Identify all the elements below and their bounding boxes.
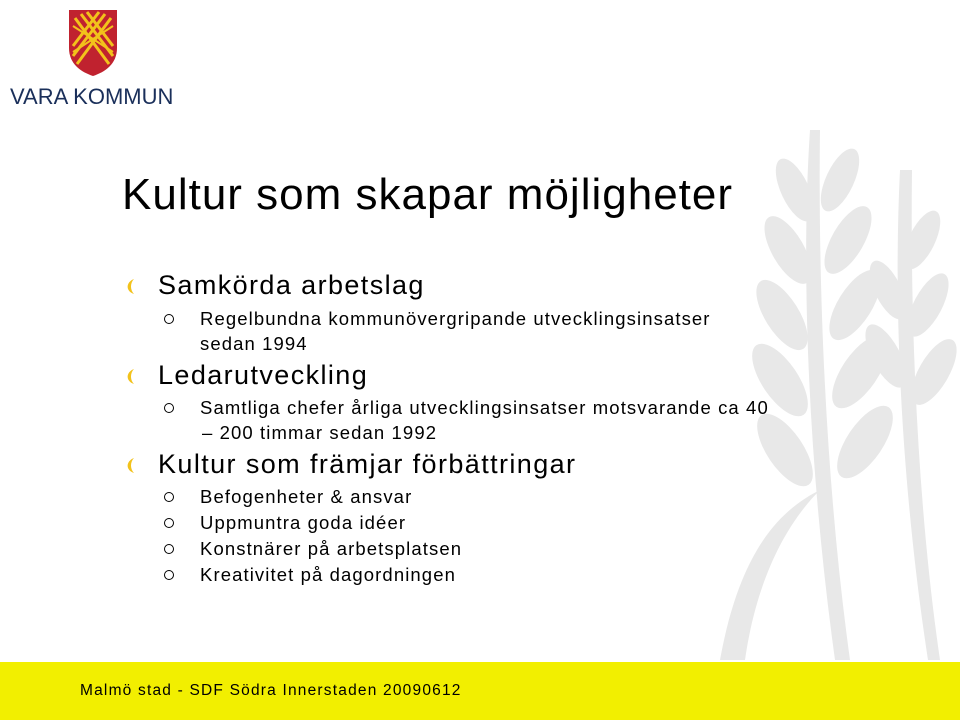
section-heading-3: Kultur som främjar förbättringar	[158, 449, 577, 479]
section-3-item-4: Kreativitet på dagordningen	[200, 564, 456, 585]
section-1-item-1	[200, 306, 711, 356]
section-3-item-3: Konstnärer på arbetsplatsen	[200, 538, 463, 559]
vara-kommun-logo	[10, 8, 175, 113]
sub-bullet-icon	[164, 544, 174, 554]
section-heading-2: Ledarutveckling	[158, 360, 369, 390]
section-heading-1: Samkörda arbetslag	[158, 270, 425, 300]
section-3-item-1: Befogenheter & ansvar	[200, 486, 413, 507]
sub-bullet-icon	[164, 492, 174, 502]
section-bullet-icon	[123, 368, 136, 385]
section-2-item-1	[200, 395, 769, 445]
section-1-item-1-line-1: Regelbundna kommunövergripande utvecklingsinsatser	[200, 308, 711, 329]
footer-bar	[0, 662, 960, 720]
sub-bullet-icon	[164, 518, 174, 528]
section-2-item-1-line-1: Samtliga chefer årliga utvecklingsinsatser motsvarande ca 40	[200, 397, 769, 418]
section-2-item-1-line-2: – 200 timmar sedan 1992	[202, 422, 438, 443]
section-1-item-1-line-2: sedan 1994	[200, 333, 308, 354]
sub-bullet-icon	[164, 570, 174, 580]
footer-text: Malmö stad - SDF Södra Innerstaden 20090612	[80, 682, 462, 699]
section-bullet-icon	[123, 278, 136, 295]
coat-of-arms-icon	[67, 8, 119, 78]
sub-bullet-icon	[164, 314, 174, 324]
logo-text: VARA KOMMUN	[10, 84, 174, 109]
section-3-item-2: Uppmuntra goda idéer	[200, 512, 407, 533]
sub-bullet-icon	[164, 403, 174, 413]
section-bullet-icon	[123, 457, 136, 474]
slide-title: Kultur som skapar möjligheter	[122, 170, 734, 219]
